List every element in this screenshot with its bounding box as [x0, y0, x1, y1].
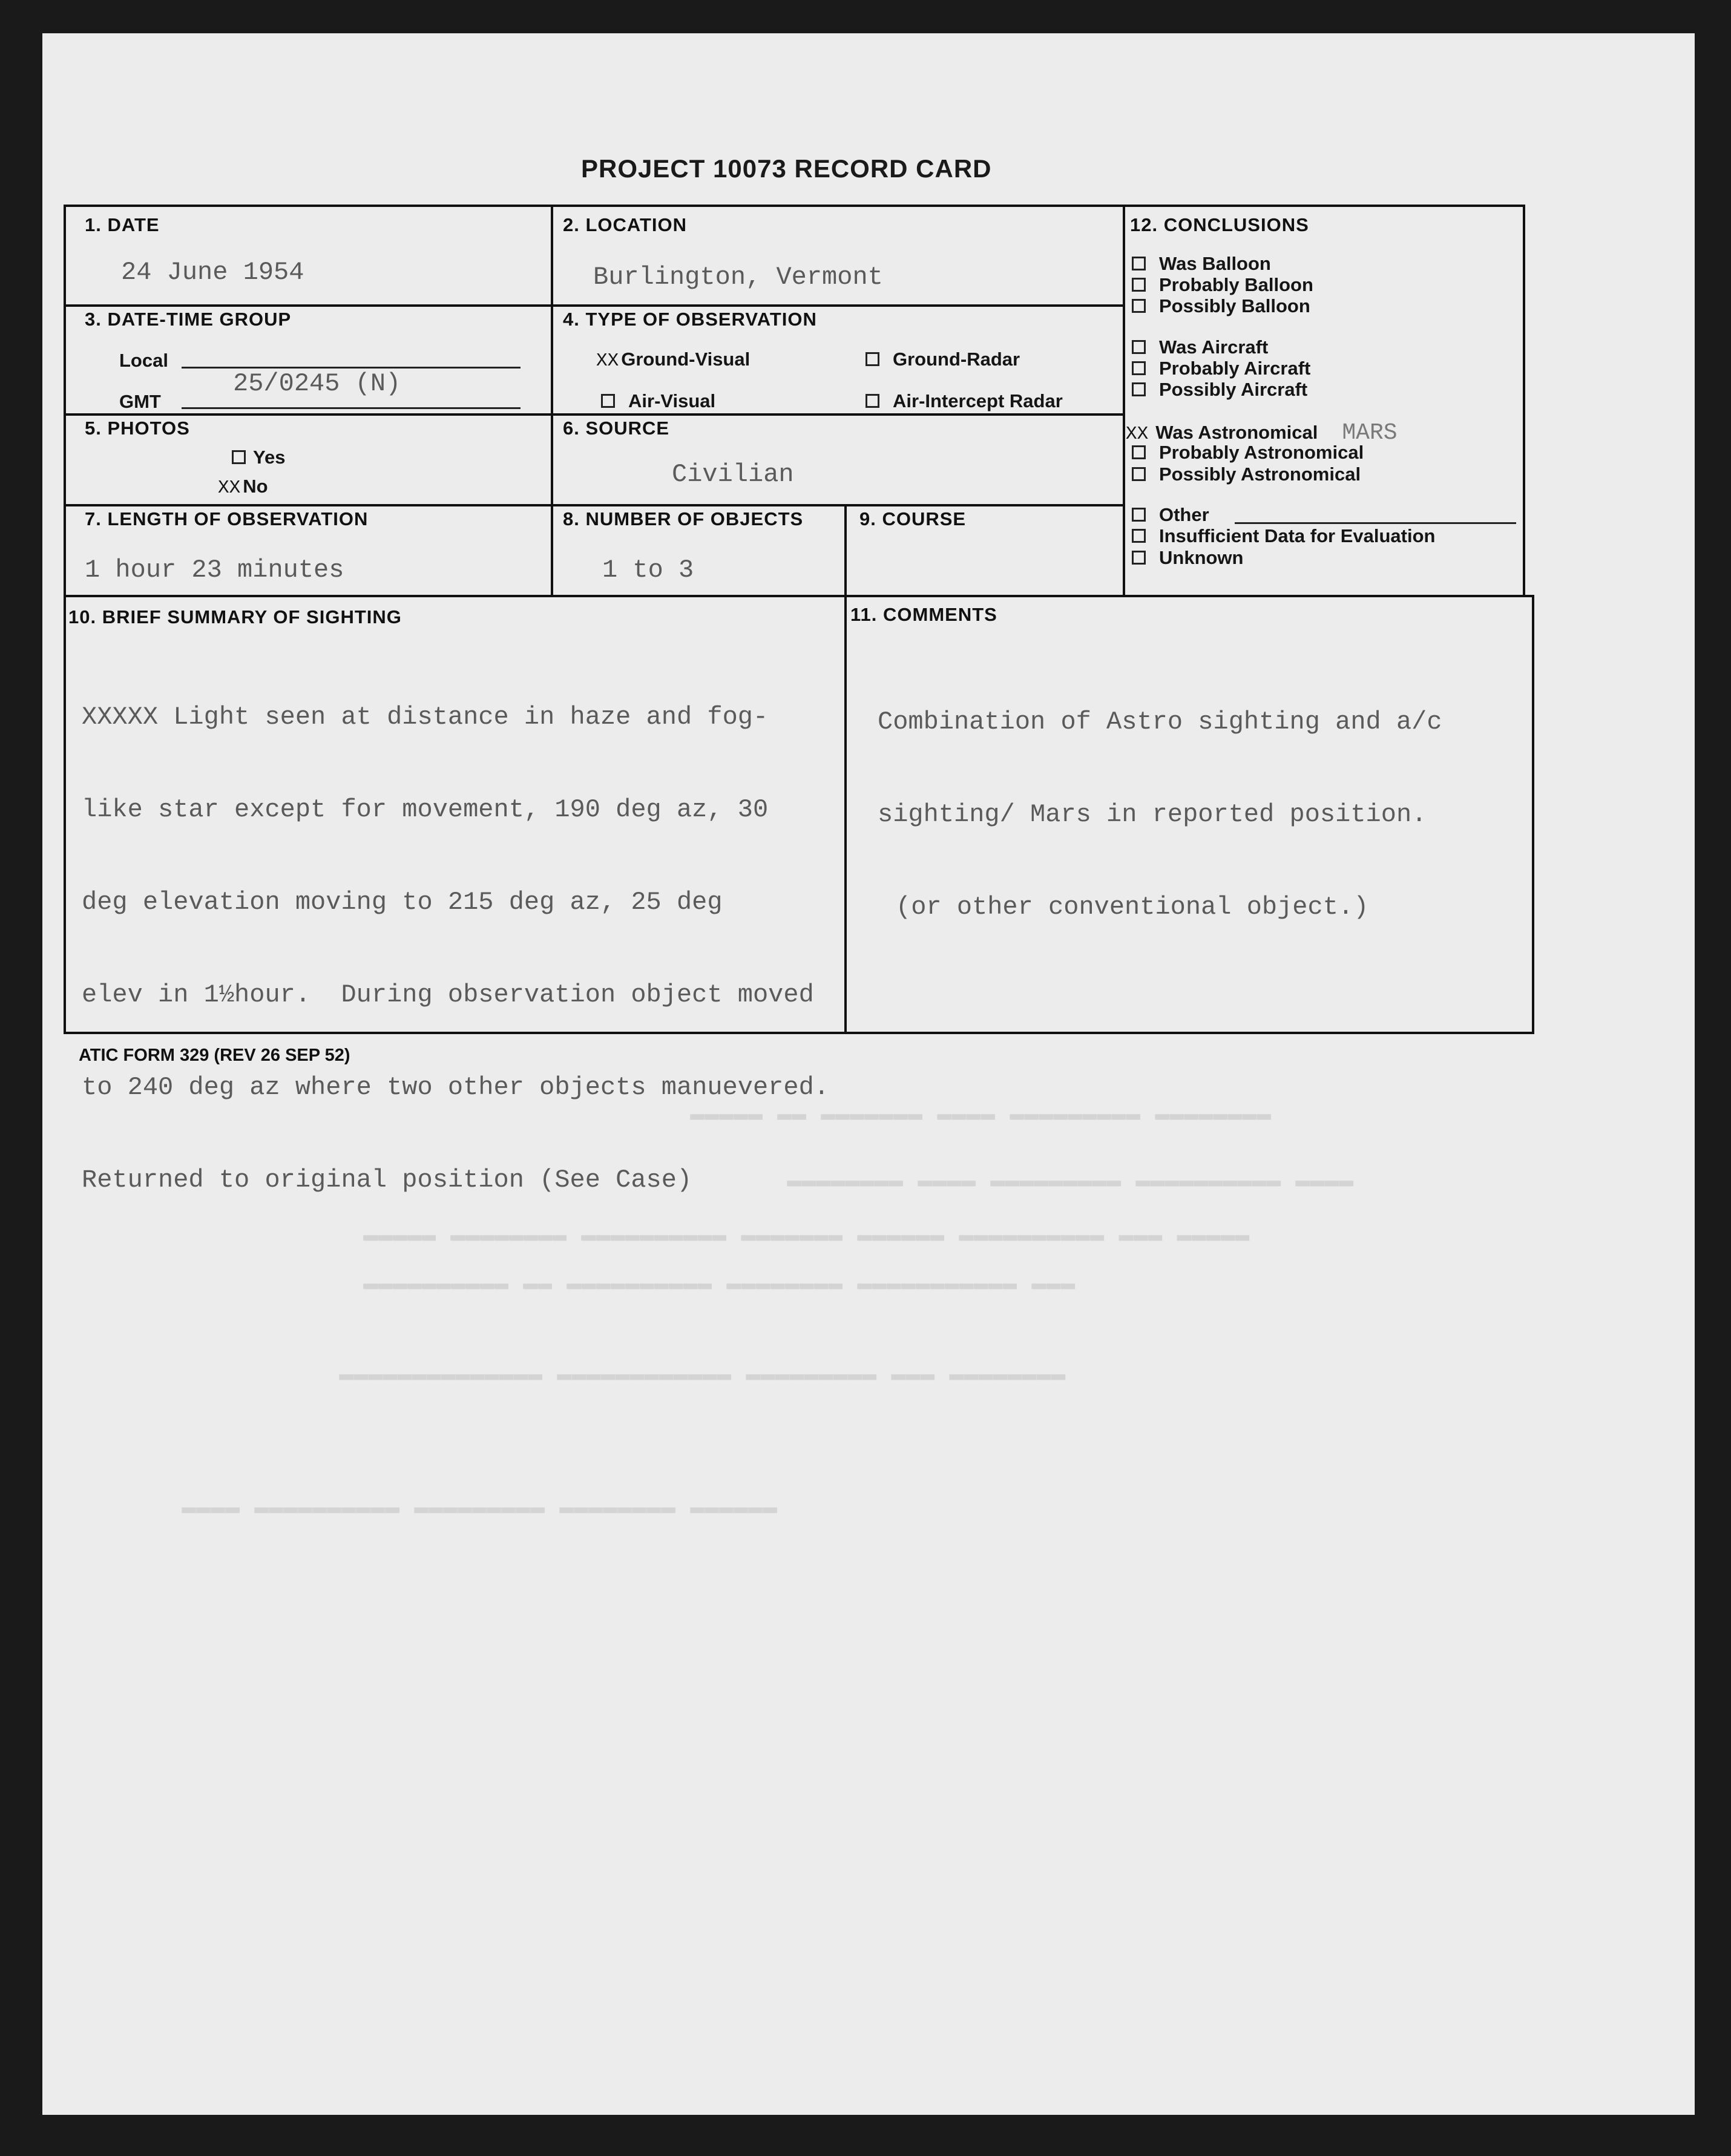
- type-of-observation-label: 4. TYPE OF OBSERVATION: [563, 309, 817, 330]
- ground-visual-checkmark: XX: [596, 350, 619, 372]
- possibly-astronomical-text: Possibly Astronomical: [1159, 464, 1361, 485]
- summary-line: to 240 deg az where two other objects manuevered.: [82, 1073, 830, 1102]
- divider-row-1: [64, 304, 1123, 307]
- probably-balloon-text: Probably Balloon: [1159, 274, 1313, 295]
- air-intercept-radar-text: Air-Intercept Radar: [893, 390, 1063, 411]
- other-underline: [1235, 522, 1516, 524]
- air-intercept-radar-option[interactable]: [866, 390, 1063, 412]
- comments-text: [878, 645, 1442, 985]
- date-time-value: 25/0245 (N): [233, 369, 401, 398]
- local-underline: [182, 367, 521, 369]
- comments-line: (or other conventional object.): [896, 893, 1369, 922]
- bleed-through-6: ▬▬▬▬ ▬▬▬▬▬▬▬▬▬▬ ▬▬▬▬▬▬▬▬▬ ▬▬▬▬▬▬▬▬ ▬▬▬▬▬▬: [182, 1495, 778, 1522]
- local-label: Local: [119, 350, 168, 371]
- ground-visual-option[interactable]: [596, 349, 750, 372]
- border-right: [1523, 205, 1525, 595]
- was-balloon-text: Was Balloon: [1159, 253, 1271, 274]
- bleed-through-5: ▬▬▬▬▬▬▬▬▬▬▬▬▬▬ ▬▬▬▬▬▬▬▬▬▬▬▬ ▬▬▬▬▬▬▬▬▬ ▬▬▬ ▬▬▬▬▬▬▬▬: [339, 1361, 1066, 1389]
- date-label: 1. DATE: [85, 214, 160, 235]
- insufficient-data-checkbox[interactable]: [1132, 529, 1146, 543]
- course-label: 9. COURSE: [859, 508, 967, 529]
- photos-yes-option[interactable]: [232, 447, 285, 468]
- divider-row-2: [64, 413, 1123, 416]
- possibly-astronomical-option[interactable]: [1132, 464, 1361, 485]
- other-option[interactable]: [1132, 504, 1209, 526]
- summary-line: Returned to original position (See Case): [82, 1165, 692, 1194]
- summary-label: 10. BRIEF SUMMARY OF SIGHTING: [68, 606, 402, 627]
- was-astronomical-note: MARS: [1342, 420, 1398, 446]
- probably-astronomical-option[interactable]: [1132, 442, 1364, 464]
- ground-radar-checkbox[interactable]: [866, 352, 879, 366]
- gmt-underline: [182, 407, 521, 409]
- divider-col-a: [551, 205, 553, 595]
- summary-line: XXXXX Light seen at distance in haze and fog-: [82, 703, 769, 732]
- border-top: [64, 205, 1525, 207]
- photos-yes-checkbox[interactable]: [232, 450, 246, 464]
- border-right-lower: [1532, 595, 1534, 1034]
- other-text: Other: [1159, 504, 1209, 525]
- possibly-aircraft-text: Possibly Aircraft: [1159, 379, 1308, 400]
- summary-line: deg elevation moving to 215 deg az, 25 deg: [82, 888, 723, 917]
- was-balloon-option[interactable]: [1132, 253, 1271, 275]
- was-aircraft-option[interactable]: [1132, 336, 1268, 358]
- was-astronomical-checkmark: XX: [1126, 424, 1149, 445]
- insufficient-data-text: Insufficient Data for Evaluation: [1159, 525, 1436, 546]
- bleed-through-3: ▬▬▬▬▬ ▬▬▬▬▬▬▬▬ ▬▬▬▬▬▬▬▬▬▬ ▬▬▬▬▬▬▬ ▬▬▬▬▬▬ ▬▬▬▬▬▬▬▬▬▬ ▬▬▬ ▬▬▬▬▬: [363, 1222, 1250, 1250]
- num-objects-label: 8. NUMBER OF OBJECTS: [563, 508, 804, 529]
- divider-col-b: [1123, 205, 1125, 595]
- air-visual-text: Air-Visual: [628, 390, 716, 411]
- location-label: 2. LOCATION: [563, 214, 688, 235]
- border-left: [64, 205, 66, 1034]
- divider-row-4: [64, 595, 1534, 597]
- ground-radar-option[interactable]: [866, 349, 1020, 370]
- was-balloon-checkbox[interactable]: [1132, 257, 1146, 270]
- possibly-balloon-option[interactable]: [1132, 295, 1310, 317]
- bleed-through-4: ▬▬▬▬▬▬▬▬▬▬ ▬▬ ▬▬▬▬▬▬▬▬▬▬ ▬▬▬▬▬▬▬▬ ▬▬▬▬▬▬▬▬▬▬▬ ▬▬▬: [363, 1271, 1076, 1298]
- photos-no-checkmark: XX: [218, 477, 241, 499]
- unknown-option[interactable]: [1132, 547, 1244, 569]
- probably-aircraft-text: Probably Aircraft: [1159, 358, 1311, 379]
- air-visual-option[interactable]: [601, 390, 715, 412]
- probably-balloon-option[interactable]: [1132, 274, 1313, 296]
- air-visual-checkbox[interactable]: [601, 394, 615, 408]
- photos-label: 5. PHOTOS: [85, 418, 190, 439]
- possibly-aircraft-checkbox[interactable]: [1132, 382, 1146, 396]
- card-title: PROJECT 10073 RECORD CARD: [581, 154, 992, 183]
- was-aircraft-checkbox[interactable]: [1132, 340, 1146, 354]
- probably-balloon-checkbox[interactable]: [1132, 278, 1146, 292]
- divider-row-3: [64, 504, 1123, 506]
- unknown-checkbox[interactable]: [1132, 551, 1146, 565]
- ground-radar-text: Ground-Radar: [893, 349, 1020, 370]
- was-aircraft-text: Was Aircraft: [1159, 336, 1269, 358]
- source-label: 6. SOURCE: [563, 418, 670, 439]
- bleed-through-1: ▬▬▬▬▬ ▬▬ ▬▬▬▬▬▬▬ ▬▬▬▬ ▬▬▬▬▬▬▬▬▬ ▬▬▬▬▬▬▬▬: [690, 1101, 1272, 1129]
- source-value: Civilian: [672, 460, 794, 489]
- summary-text: [82, 640, 829, 1257]
- comments-label: 11. COMMENTS: [850, 604, 997, 625]
- insufficient-data-option[interactable]: [1132, 525, 1435, 547]
- divider-col-e: [844, 504, 847, 595]
- conclusions-label: 12. CONCLUSIONS: [1130, 214, 1309, 235]
- comments-line: sighting/ Mars in reported position.: [878, 800, 1427, 829]
- summary-line: elev in 1½hour. During observation object moved: [82, 980, 814, 1009]
- possibly-balloon-checkbox[interactable]: [1132, 299, 1146, 313]
- divider-col-f: [844, 595, 847, 1034]
- date-time-group-label: 3. DATE-TIME GROUP: [85, 309, 292, 330]
- probably-astronomical-checkbox[interactable]: [1132, 445, 1146, 459]
- photos-yes-text: Yes: [253, 447, 286, 468]
- location-value: Burlington, Vermont: [593, 263, 883, 292]
- other-checkbox[interactable]: [1132, 508, 1146, 522]
- ground-visual-text: Ground-Visual: [621, 349, 751, 370]
- was-astronomical-text: Was Astronomical: [1155, 422, 1318, 443]
- air-intercept-radar-checkbox[interactable]: [866, 394, 879, 408]
- possibly-balloon-text: Possibly Balloon: [1159, 295, 1310, 316]
- bleed-through-2: ▬▬▬▬▬▬▬▬ ▬▬▬▬ ▬▬▬▬▬▬▬▬▬ ▬▬▬▬▬▬▬▬▬▬ ▬▬▬▬: [787, 1168, 1354, 1195]
- possibly-aircraft-option[interactable]: [1132, 379, 1307, 401]
- gmt-label: GMT: [119, 391, 161, 412]
- photos-no-text: No: [243, 476, 268, 497]
- possibly-astronomical-checkbox[interactable]: [1132, 467, 1146, 481]
- form-number-footer: ATIC FORM 329 (REV 26 SEP 52): [79, 1046, 350, 1065]
- probably-aircraft-option[interactable]: [1132, 358, 1310, 379]
- probably-aircraft-checkbox[interactable]: [1132, 361, 1146, 375]
- length-label: 7. LENGTH OF OBSERVATION: [85, 508, 369, 529]
- photos-no-option[interactable]: [218, 476, 268, 499]
- length-value: 1 hour 23 minutes: [85, 555, 344, 585]
- probably-astronomical-text: Probably Astronomical: [1159, 442, 1364, 463]
- comments-line: Combination of Astro sighting and a/c: [878, 707, 1442, 736]
- num-objects-value: 1 to 3: [602, 555, 694, 585]
- summary-line: like star except for movement, 190 deg az, 30: [82, 795, 769, 824]
- date-value: 24 June 1954: [121, 258, 304, 287]
- unknown-text: Unknown: [1159, 547, 1244, 568]
